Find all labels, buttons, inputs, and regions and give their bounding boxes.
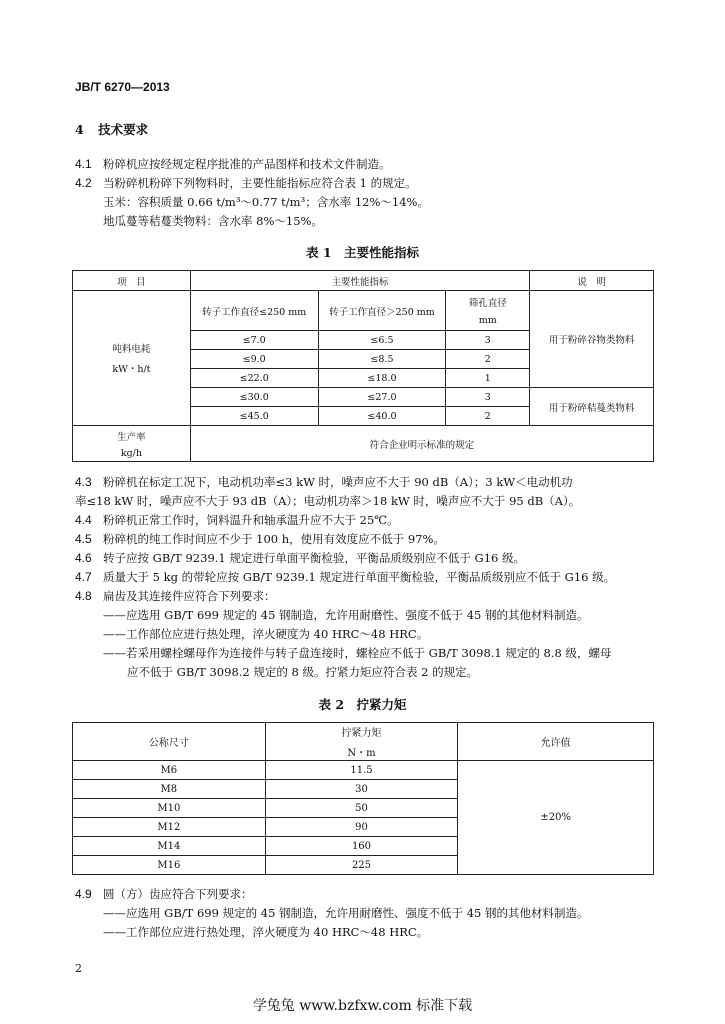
- clause-4-5: [75, 530, 445, 548]
- table-cell: 225: [265, 856, 458, 875]
- tolerance-value: ±20%: [458, 761, 654, 875]
- table-cell: 1: [446, 369, 530, 388]
- table-cell: 11.5: [265, 761, 458, 780]
- clause-4-4: [75, 511, 399, 529]
- clause-number: 4.5: [75, 532, 92, 546]
- clause-text: 扁齿及其连接件应符合下列要求：: [103, 589, 276, 603]
- clause-number: 4.3: [75, 475, 92, 489]
- header-tolerance: 允许值: [458, 723, 654, 761]
- clause-text: 粉碎机正常工作时，饲料温升和轴承温升应不大于 25℃。: [103, 513, 399, 527]
- clause-number: 4.4: [75, 513, 92, 527]
- clause-4-8: [75, 587, 276, 605]
- table-cell: ≤7.0: [190, 331, 318, 350]
- table-cell: ≤6.5: [318, 331, 446, 350]
- energy-label-unit: kW・h/t: [112, 364, 151, 375]
- table-cell: ≤9.0: [190, 350, 318, 369]
- page-number: 2: [75, 962, 82, 975]
- clause-4-3: [75, 473, 573, 491]
- sieve-unit: mm: [478, 315, 497, 326]
- table-cell: 30: [265, 780, 458, 799]
- table-cell: 2: [446, 350, 530, 369]
- table-cell: M14: [73, 837, 266, 856]
- table1-caption: 表 1 主要性能指标: [305, 245, 420, 260]
- header-note: 说 明: [530, 271, 654, 291]
- torque-unit: N・m: [347, 748, 376, 759]
- clause-number: 4.1: [75, 157, 92, 171]
- note-grain: 用于粉碎谷物类物料: [530, 291, 654, 388]
- table-cell: M10: [73, 799, 266, 818]
- table2-caption: 表 2 拧紧力矩: [318, 697, 407, 712]
- header-col-sieve: [446, 291, 530, 331]
- energy-label-text: 吨料电耗: [112, 344, 151, 355]
- torque-table: [72, 722, 654, 875]
- table-cell: ≤22.0: [190, 369, 318, 388]
- energy-label: [73, 291, 191, 426]
- section-number: 4: [75, 122, 84, 137]
- table-cell: 160: [265, 837, 458, 856]
- footer-watermark: 学兔兔 www.bzfxw.com 标准下载: [252, 998, 473, 1014]
- performance-table: [72, 270, 654, 462]
- note-vine: 用于粉碎秸蔓类物料: [530, 388, 654, 426]
- clause-4-9-item-2: ——工作部位应进行热处理，淬火硬度为 40 HRC～48 HRC。: [103, 925, 429, 939]
- clause-4-2: [75, 174, 417, 192]
- table-cell: ≤30.0: [190, 388, 318, 407]
- clause-4-9: [75, 885, 253, 903]
- header-col-large-rotor: 转子工作直径＞250 mm: [318, 291, 446, 331]
- corn-spec: 玉米：容积质量 0.66 t/m³～0.77 t/m³；含水率 12%～14%。: [103, 195, 429, 209]
- clause-4-8-item-2: ——工作部位应进行热处理，淬火硬度为 40 HRC～48 HRC。: [103, 627, 429, 641]
- clause-text: 转子应按 GB/T 9239.1 规定进行单面平衡检验，平衡品质级别应不低于 G16 级。: [103, 551, 526, 565]
- document-code: JB/T 6270—2013: [75, 80, 170, 94]
- table-cell: M6: [73, 761, 266, 780]
- clause-text: 粉碎机的纯工作时间应不少于 100 h，使用有效度应不低于 97%。: [103, 532, 445, 546]
- clause-4-1: [75, 155, 391, 173]
- header-col-small-rotor: 转子工作直径≤250 mm: [190, 291, 318, 331]
- clause-number: 4.8: [75, 589, 92, 603]
- clause-text: 圆（方）齿应符合下列要求：: [103, 887, 253, 901]
- productivity-label: [73, 426, 191, 462]
- table-cell: M12: [73, 818, 266, 837]
- vine-spec: 地瓜蔓等秸蔓类物料：含水率 8%～15%。: [103, 214, 323, 228]
- clause-4-8-item-3: ——若采用螺栓螺母作为连接件与转子盘连接时，螺栓应不低于 GB/T 3098.1 规定的 8.8 级，螺母: [103, 646, 612, 660]
- clause-text: 当粉碎机粉碎下列物料时，主要性能指标应符合表 1 的规定。: [103, 176, 417, 190]
- table-cell: M8: [73, 780, 266, 799]
- clause-4-7: [75, 568, 615, 586]
- clause-number: 4.6: [75, 551, 92, 565]
- torque-label: 拧紧力矩: [341, 728, 382, 739]
- clause-4-6: [75, 549, 525, 567]
- table-cell: 3: [446, 388, 530, 407]
- clause-number: 4.9: [75, 887, 92, 901]
- header-size: 公称尺寸: [73, 723, 266, 761]
- productivity-label-text: 生产率: [117, 431, 146, 443]
- clause-text: 粉碎机在标定工况下，电动机功率≤3 kW 时，噪声应不大于 90 dB（A）；3 kW＜电动机功: [103, 475, 573, 489]
- table-cell: ≤45.0: [190, 407, 318, 426]
- productivity-value: 符合企业明示标准的规定: [190, 426, 653, 462]
- productivity-unit: kg/h: [120, 447, 142, 459]
- clause-text: 质量大于 5 kg 的带轮应按 GB/T 9239.1 规定进行单面平衡检验，平衡品质级别应不低于 G16 级。: [103, 570, 616, 584]
- clause-4-8-item-1: ——应选用 GB/T 699 规定的 45 钢制造，允许用耐磨性、强度不低于 45 钢的其他材料制造。: [103, 608, 589, 622]
- header-main: 主要性能指标: [190, 271, 529, 291]
- table-cell: 2: [446, 407, 530, 426]
- table-cell: ≤27.0: [318, 388, 446, 407]
- table-cell: ≤18.0: [318, 369, 446, 388]
- table-cell: M16: [73, 856, 266, 875]
- header-item: 项 目: [73, 271, 191, 291]
- table-cell: 3: [446, 331, 530, 350]
- table-cell: 50: [265, 799, 458, 818]
- clause-4-8-item-3-cont: 应不低于 GB/T 3098.2 规定的 8 级。拧紧力矩应符合表 2 的规定。: [127, 665, 479, 679]
- table-cell: ≤8.5: [318, 350, 446, 369]
- section-title: 技术要求: [98, 122, 149, 137]
- clause-4-9-item-1: ——应选用 GB/T 699 规定的 45 钢制造，允许用耐磨性、强度不低于 45 钢的其他材料制造。: [103, 906, 589, 920]
- clause-number: 4.2: [75, 176, 92, 190]
- section-heading: [75, 120, 148, 138]
- sieve-label: 筛孔直径: [468, 298, 507, 309]
- clause-text: 粉碎机应按经规定程序批准的产品图样和技术文件制造。: [103, 157, 391, 171]
- table-cell: ≤40.0: [318, 407, 446, 426]
- header-torque: [265, 723, 458, 761]
- clause-4-3-cont: 率≤18 kW 时，噪声应不大于 93 dB（A）；电动机功率＞18 kW 时，噪声应不大于 95 dB（A）。: [75, 494, 581, 508]
- table-cell: 90: [265, 818, 458, 837]
- clause-number: 4.7: [75, 570, 92, 584]
